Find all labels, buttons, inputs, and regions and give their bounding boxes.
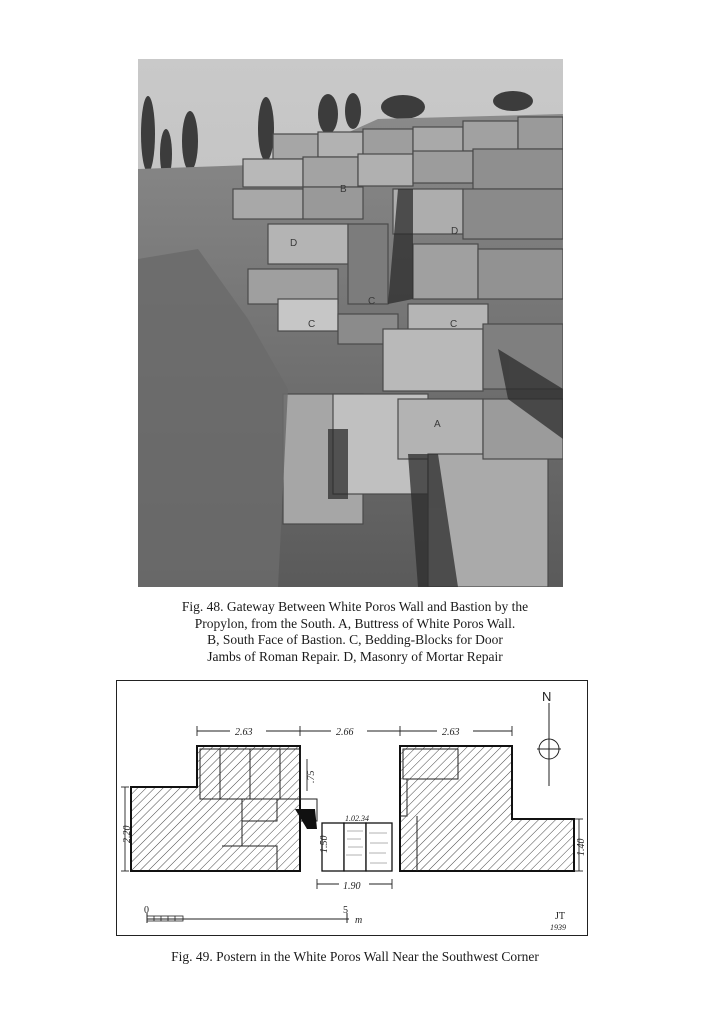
fig49-caption: Fig. 49. Postern in the White Poros Wall Near the Southwest Corner (171, 949, 539, 964)
dim-bottom-width: 1.90 (343, 881, 361, 892)
fig48-caption-line-1: Fig. 48. Gateway Between White Poros Wall and Bastion by the (181, 599, 529, 614)
label-d-left: D (290, 238, 298, 249)
label-c-right: C (450, 319, 458, 330)
right-wall-plan (400, 746, 574, 871)
dim-opening: 1.02.34 (345, 814, 369, 823)
dim-left-width: 2.63 (235, 727, 253, 738)
dim-inner: 1.50 (319, 835, 330, 853)
left-wall-plan (131, 746, 300, 871)
drawing-year: 1939 (550, 923, 566, 932)
north-label: N (542, 689, 552, 704)
threshold-stones (295, 809, 392, 871)
fig48-caption-line-4: Jambs of Roman Repair. D, Masonry of Mortar Repair (207, 648, 503, 664)
label-b: B (340, 184, 347, 195)
dim-center-width: 2.66 (336, 727, 354, 738)
fig48-photograph (138, 59, 563, 587)
fig48-caption-line-2: Propylon, from the South. A, Buttress of White Poros Wall. (194, 615, 516, 631)
scale-five: 5 (343, 905, 348, 916)
fig48-caption-line-3: B, South Face of Bastion. C, Bedding-Blocks for Door (207, 632, 503, 647)
dim-right-width: 2.63 (442, 727, 460, 738)
label-c-left: C (308, 319, 316, 330)
north-arrow-icon (537, 689, 561, 786)
dim-offset: .75 (306, 770, 317, 783)
label-a: A (434, 419, 441, 430)
scale-bar (144, 905, 362, 926)
fig49-plan-drawing (116, 680, 588, 936)
label-d-right: D (451, 226, 459, 237)
dim-left-height: 2.20 (122, 825, 133, 843)
scale-zero: 0 (144, 905, 149, 916)
scale-unit: m (355, 915, 363, 926)
dim-right-height: 1.40 (576, 838, 587, 856)
fig48-caption (120, 599, 590, 665)
drafter-initials: JT (555, 911, 565, 922)
label-c-small: C (368, 296, 376, 307)
